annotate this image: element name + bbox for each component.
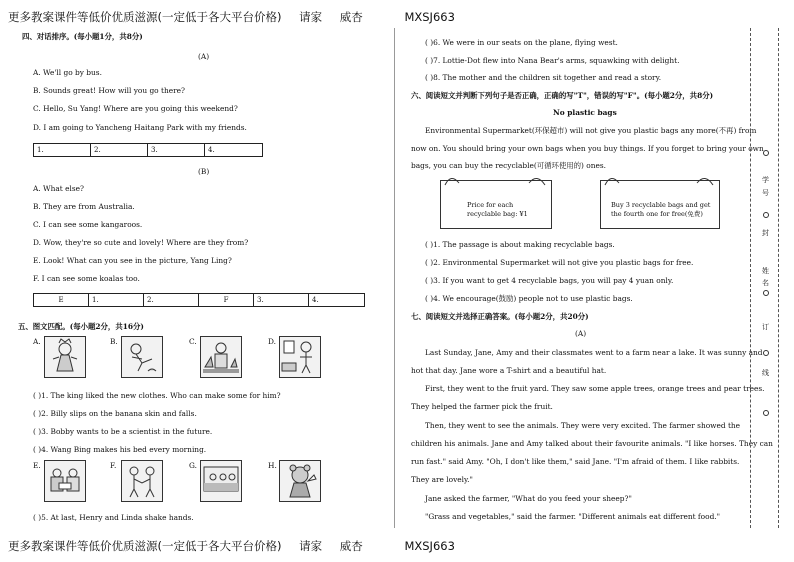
pic-label-c: C.	[189, 337, 197, 346]
s6-item-4: ( )4. We encourage(鼓励) people not to use plastic bags.	[425, 294, 633, 303]
banner-text: 更多教案课件等低价优质滋源(一定低于各大平台价格)	[8, 10, 282, 24]
passage-line: bags, you can buy the recyclable(可循环使用的) ones.	[411, 161, 607, 170]
passage-line: run fast." said Amy. "Oh, I don't like them," said Jane. "I'm afraid of them. I like rabbits.	[411, 457, 740, 466]
side-label: 封	[762, 229, 769, 237]
section6-title: 六、阅读短文并判断下列句子是否正确，正确的写"T"，错误的写"F"。(每小题2分，共8分)	[411, 91, 714, 100]
section4-partB-label: (B)	[198, 167, 210, 176]
s4b-answer-boxes	[33, 293, 365, 307]
pic-label-f: F.	[110, 461, 117, 470]
sign-line: recyclable bag: ¥1	[467, 210, 528, 218]
side-label: 名	[762, 279, 769, 287]
pic-label-d: D.	[268, 337, 277, 346]
answer-box[interactable]: 3.	[254, 294, 309, 306]
cartoon-bear-image	[279, 460, 321, 502]
cartoon-bed-image	[279, 336, 321, 378]
s4a-item-a: A. We'll go by bus.	[33, 68, 102, 77]
cartoon-scientist-image	[200, 336, 242, 378]
price-sign	[440, 180, 552, 229]
s4a-answer-boxes	[33, 143, 263, 157]
answer-box[interactable]: 4.	[312, 296, 319, 304]
banner-mid: 请家	[299, 10, 323, 24]
s5-item-3: ( )3. Bobby wants to be a scientist in the future.	[33, 427, 213, 436]
banner-code: MXSJ663	[404, 539, 455, 553]
side-label: 订	[762, 323, 769, 331]
section4-partA-label: (A)	[198, 52, 210, 61]
section5-title: 五、图文匹配。(每小题2分，共16分)	[18, 322, 144, 331]
binding-hole	[763, 212, 769, 218]
passage-line: Environmental Supermarket(环保超市) will not give you plastic bags any more(不再) from	[425, 126, 757, 135]
pic-label-b: B.	[110, 337, 118, 346]
s5-item-7: ( )7. Lottie-Dot flew into Nana Bear's arms, squawking with delight.	[425, 56, 680, 65]
s4b-item-c: C. I can see some kangaroos.	[33, 220, 143, 229]
passage-line: "Grass and vegetables," said the farmer. "Different animals eat different food."	[425, 512, 721, 521]
s4b-item-b: B. They are from Australia.	[33, 202, 135, 211]
side-label: 线	[762, 369, 769, 377]
section7-partA-label: (A)	[575, 329, 587, 338]
binding-hole	[763, 290, 769, 296]
s4b-item-e: E. Look! What can you see in the picture, Yang Ling?	[33, 256, 232, 265]
s4b-item-a: A. What else?	[33, 184, 84, 193]
sign-line: Price for each	[467, 201, 514, 209]
s4b-item-d: D. Wow, they're so cute and lovely! Where are they from?	[33, 238, 249, 247]
offer-sign	[600, 180, 720, 229]
passage-line: They are lovely."	[411, 475, 473, 484]
passage-line: children his animals. Jane and Amy talked about their favourite animals. "I like horses. They can	[411, 439, 773, 448]
passage-line: Last Sunday, Jane, Amy and their classmates went to a farm near a lake. It was sunny and	[425, 348, 763, 357]
sign-line: Buy 3 recyclable bags and get	[611, 201, 711, 209]
side-label: 号	[762, 189, 769, 197]
answer-box[interactable]: 1.	[89, 294, 144, 306]
binding-hole	[763, 150, 769, 156]
s4a-item-b: B. Sounds great! How will you go there?	[33, 86, 185, 95]
section4-title: 四、对话排序。(每小题1分，共8分)	[22, 32, 143, 41]
answer-box[interactable]: 2.	[91, 144, 148, 156]
s4a-item-d: D. I am going to Yancheng Haitang Park with my friends.	[33, 123, 247, 132]
pic-label-g: G.	[189, 461, 197, 470]
answer-box[interactable]: 4.	[208, 146, 215, 154]
passage-line: First, they went to the fruit yard. They saw some apple trees, orange trees and pear trees.	[425, 384, 765, 393]
cartoon-king-image	[44, 336, 86, 378]
s4b-item-f: F. I can see some koalas too.	[33, 274, 140, 283]
passage-title: No plastic bags	[553, 108, 617, 117]
pic-label-e: E.	[33, 461, 41, 470]
banner-mid: 请家	[299, 539, 323, 553]
answer-box[interactable]: 2.	[144, 294, 199, 306]
section7-title: 七、阅读短文并选择正确答案。(每小题2分，共20分)	[411, 312, 589, 321]
sign-line: the fourth one for free(免费)	[611, 210, 703, 218]
banner-code: MXSJ663	[404, 10, 455, 24]
s5-item-1: ( )1. The king liked the new clothes. Who can make some for him?	[33, 391, 281, 400]
s6-item-3: ( )3. If you want to get 4 recyclable bags, you will pay 4 yuan only.	[425, 276, 674, 285]
binding-line	[778, 28, 779, 528]
banner-mid2: 威杏	[339, 10, 363, 24]
passage-line: Then, they went to see the animals. They were very excited. The farmer showed the	[425, 421, 741, 430]
s6-item-1: ( )1. The passage is about making recyclable bags.	[425, 240, 615, 249]
s5-item-6: ( )6. We were in our seats on the plane, flying west.	[425, 38, 618, 47]
s4a-item-c: C. Hello, Su Yang! Where are you going this weekend?	[33, 104, 238, 113]
passage-line: They helped the farmer pick the fruit.	[411, 402, 553, 411]
column-divider	[394, 28, 395, 528]
side-label: 姓	[762, 267, 769, 275]
s5-item-8: ( )8. The mother and the children sit together and read a story.	[425, 73, 662, 82]
cartoon-slip-image	[121, 336, 163, 378]
banner-mid2: 威杏	[339, 539, 363, 553]
binding-line	[750, 28, 751, 528]
cartoon-handshake-image	[121, 460, 163, 502]
binding-hole	[763, 350, 769, 356]
answer-box-given: F	[199, 294, 254, 306]
banner-text: 更多教案课件等低价优质滋源(一定低于各大平台价格)	[8, 539, 282, 553]
passage-line: now on. You should bring your own bags when you buy things. If you forget to bring your own	[411, 144, 764, 153]
passage-line: Jane asked the farmer, "What do you feed your sheep?"	[425, 494, 632, 503]
passage-line: hot that day. Jane wore a T-shirt and a beautiful hat.	[411, 366, 607, 375]
top-banner	[8, 9, 455, 25]
cartoon-plane-image	[200, 460, 242, 502]
s5-item-5: ( )5. At last, Henry and Linda shake hands.	[33, 513, 194, 522]
pic-label-h: H.	[268, 461, 277, 470]
s5-item-4: ( )4. Wang Bing makes his bed every morning.	[33, 445, 207, 454]
side-label: 学	[762, 176, 769, 184]
s5-item-2: ( )2. Billy slips on the banana skin and falls.	[33, 409, 197, 418]
s6-item-2: ( )2. Environmental Supermarket will not give you plastic bags for free.	[425, 258, 694, 267]
palm-leaves-icon	[601, 173, 719, 187]
bottom-banner	[8, 538, 455, 554]
answer-box[interactable]: 3.	[148, 144, 205, 156]
answer-box[interactable]: 1.	[34, 144, 91, 156]
pic-label-a: A.	[33, 337, 41, 346]
binding-hole	[763, 410, 769, 416]
answer-box-given: E	[34, 294, 89, 306]
cartoon-reading-image	[44, 460, 86, 502]
palm-leaves-icon	[441, 173, 551, 187]
